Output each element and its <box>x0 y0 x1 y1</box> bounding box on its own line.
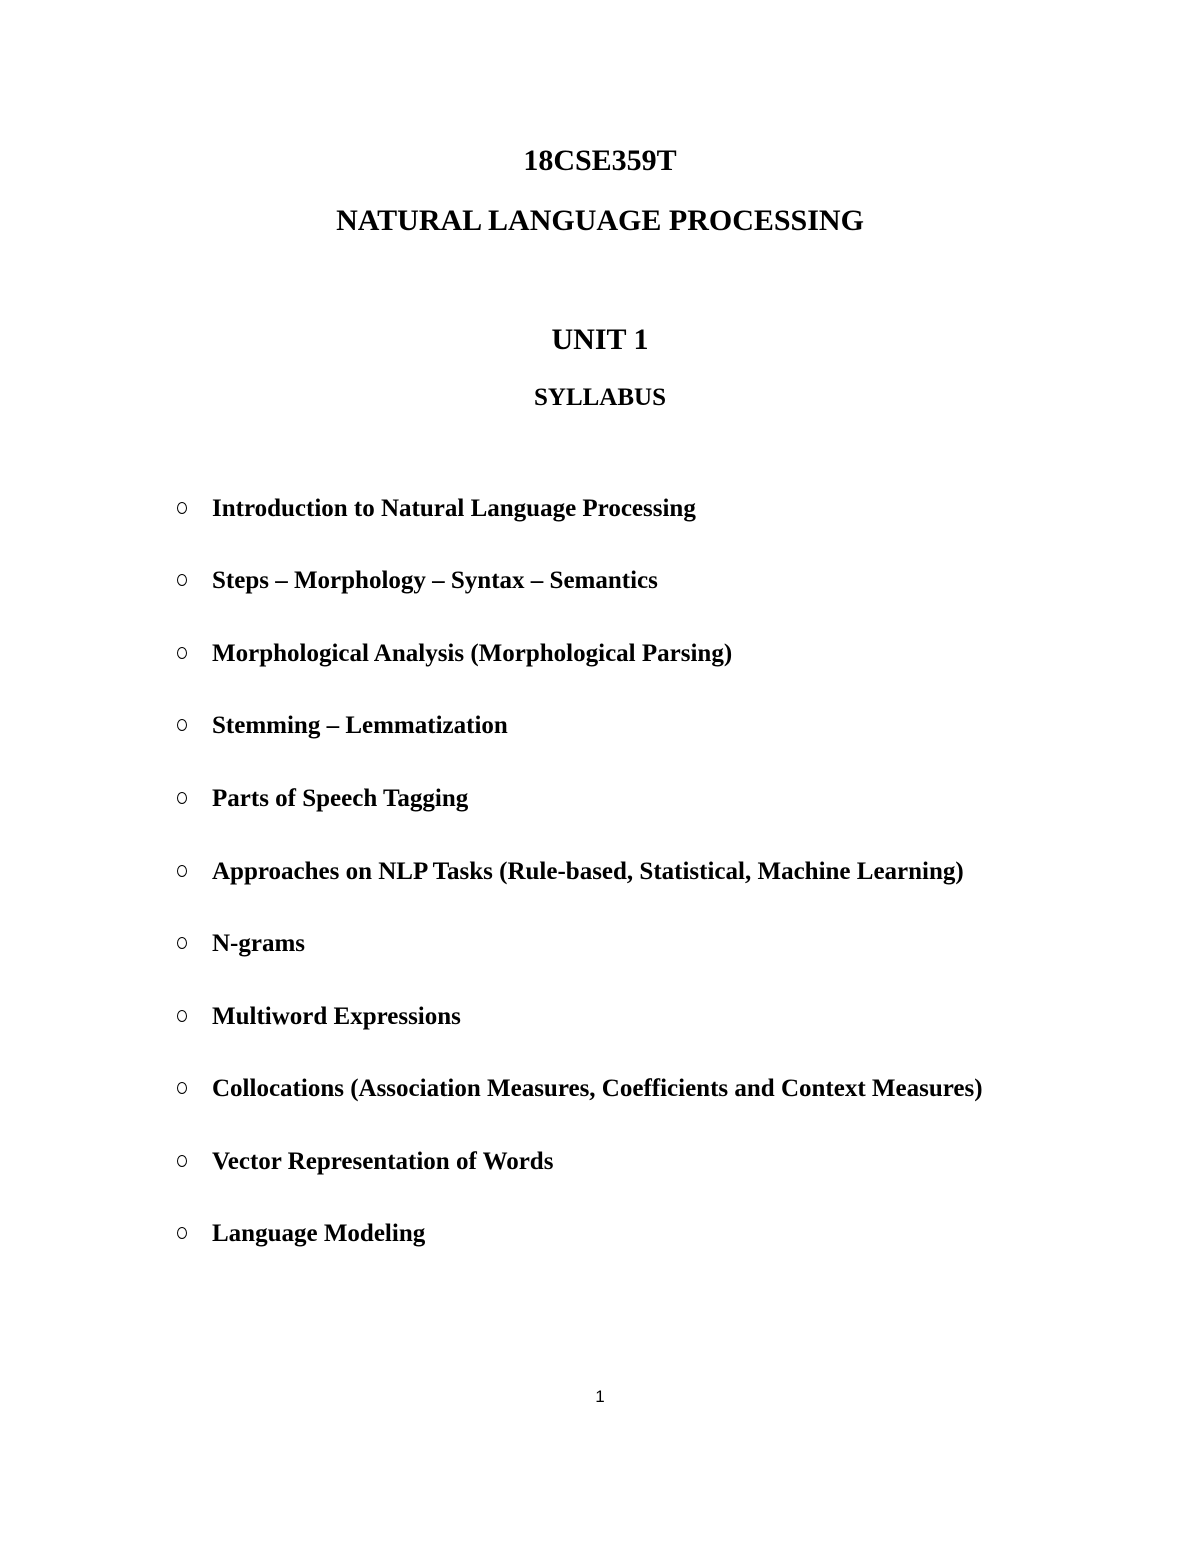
topic-text: N-grams <box>212 930 306 957</box>
topic-text: Vector Representation of Words <box>212 1148 554 1175</box>
list-item <box>176 1217 1176 1253</box>
list-item <box>176 1000 1176 1036</box>
course-title: NATURAL LANGUAGE PROCESSING <box>336 204 864 237</box>
page-number: 1 <box>595 1387 605 1406</box>
topic-text: Language Modeling <box>212 1220 426 1247</box>
syllabus-heading: SYLLABUS <box>534 384 666 411</box>
list-item <box>176 492 1176 528</box>
unit-title: UNIT 1 <box>551 323 649 356</box>
list-item <box>176 782 1176 818</box>
hollow-circle-bullet-icon <box>177 1227 187 1239</box>
list-item <box>176 637 1176 673</box>
hollow-circle-bullet-icon <box>177 1155 187 1167</box>
hollow-circle-bullet-icon <box>177 937 187 949</box>
hollow-circle-bullet-icon <box>177 574 187 586</box>
list-item <box>176 1072 1176 1108</box>
hollow-circle-bullet-icon <box>177 792 187 804</box>
topic-text: Multiword Expressions <box>212 1003 461 1030</box>
topic-text: Morphological Analysis (Morphological Parsing) <box>212 640 733 667</box>
list-item <box>176 1145 1176 1181</box>
topic-text: Steps – Morphology – Syntax – Semantics <box>212 567 658 594</box>
hollow-circle-bullet-icon <box>177 1010 187 1022</box>
hollow-circle-bullet-icon <box>177 1082 187 1094</box>
hollow-circle-bullet-icon <box>177 502 187 514</box>
course-code: 18CSE359T <box>523 144 677 177</box>
hollow-circle-bullet-icon <box>177 647 187 659</box>
hollow-circle-bullet-icon <box>177 719 187 731</box>
list-item <box>176 564 1176 600</box>
hollow-circle-bullet-icon <box>177 865 187 877</box>
topic-text: Introduction to Natural Language Processing <box>212 495 696 522</box>
topic-text: Stemming – Lemmatization <box>212 712 508 739</box>
list-item <box>176 855 1176 891</box>
topic-text: Approaches on NLP Tasks (Rule-based, Statistical, Machine Learning) <box>212 858 964 885</box>
topic-text: Parts of Speech Tagging <box>212 785 469 812</box>
topic-text: Collocations (Association Measures, Coefficients and Context Measures) <box>212 1075 983 1102</box>
list-item <box>176 709 1176 745</box>
list-item <box>176 927 1176 963</box>
